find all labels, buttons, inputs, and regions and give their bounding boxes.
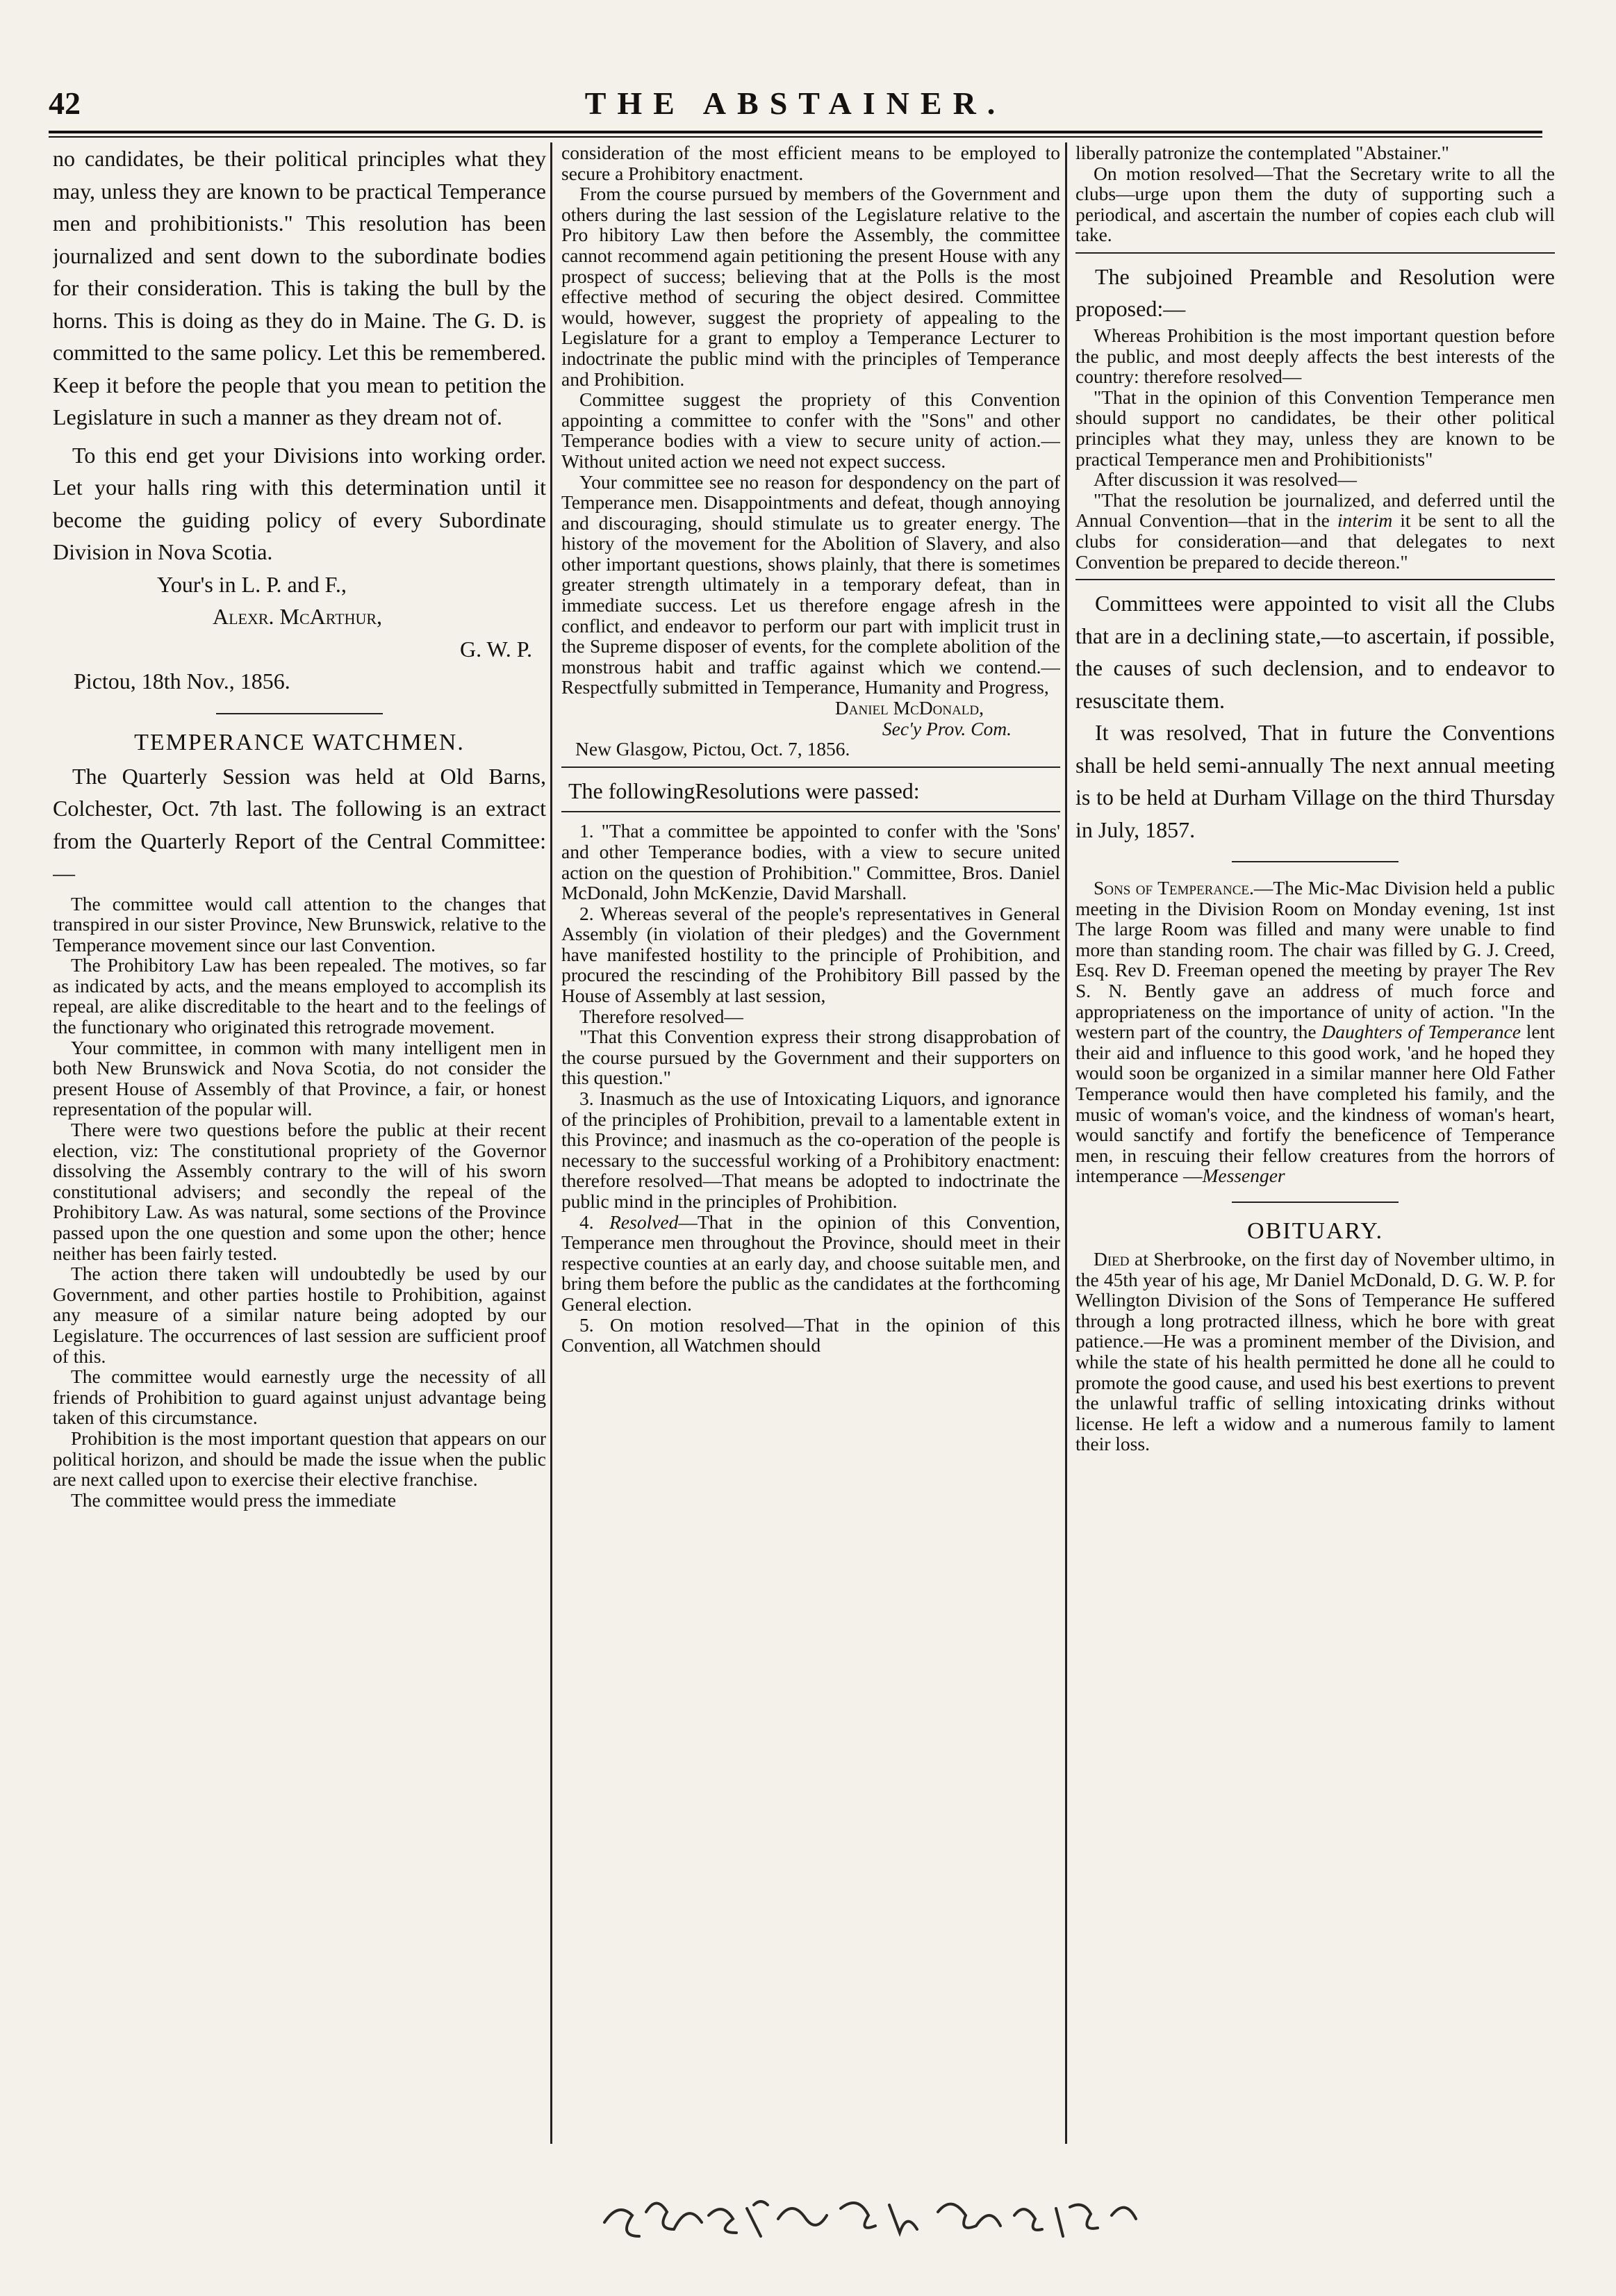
report-paragraph: The action there taken will undoubtedly be used by our Government, and other parties hostile to Prohibition, against any measure of a similar nature being adopted by our Legislature. The occurrences of last session are sufficient proof of this.	[53, 1263, 546, 1367]
text-run: lent their aid and influence to this good work, 'and he hoped they would soon be organized in a similar manner here Old Father Temperance would then have completed his family, and the music of woman's voice, and the kindness of woman's heart, would sanctify and fortify the beneficence of Temperance men, in rescuing their fellow creatures from the horrors of intemperance —	[1075, 1021, 1555, 1187]
article-paragraph: To this end get your Divisions into working order. Let your halls ring with this determination until it become the guiding policy of every Subordinate Division in Nova Scotia.	[53, 442, 546, 564]
resolution-item: Therefore resolved—	[579, 1005, 743, 1027]
report-paragraph: The committee would call attention to the changes that transpired in our sister Province, New Brunswick, relative to the Temperance movement since our last Convention.	[53, 892, 546, 956]
dateline: New Glasgow, Pictou, Oct. 7, 1856.	[575, 738, 850, 760]
report-paragraph: Committees were appointed to visit all the Clubs that are in a declining state,—to ascertain, if possible, the causes of such declension, and to endeavor to resuscitate them.	[1075, 591, 1555, 713]
report-paragraph: From the course pursued by members of the Government and others during the last session of the Legislature relative to the Pro hibitory Law then before the Assembly, the committee cannot recommend again petitioning the present House with any prospect of success; believing that at the Polls is the most effective method of securing the object desired. Committee would, however, suggest the propriety of appealing to the Legislature for a grant to employ a Temperance Lecturer to indoctrinate the public mind with the principles of Temperance and Prohibition.	[561, 183, 1060, 390]
resolution-item: 2. Whereas several of the people's representatives in General Assembly (in violation of their pledges) and the Government have manifested hostility to the principle of Prohibition, and procured the rescinding of the Prohibitory Bill passed by the House of Assembly at last session,	[561, 902, 1060, 1007]
column-divider-1	[550, 142, 552, 2144]
section-rule	[561, 766, 1060, 768]
page-number: 42	[49, 85, 81, 121]
text-run: "That the resolution be journalized, and deferred until the Annual Convention—that in the	[1075, 489, 1555, 532]
report-paragraph: There were two questions before the public at their recent election, viz: The constitutional propriety of the Governor dissolving the Assembly contrary to the will of his sworn constitutional advisers; and secondly the repeal of the Prohibitory Law. As was natural, some sections of the Province passed upon the one question and some upon the other; hence neither has been fairly tested.	[53, 1119, 546, 1264]
text-run: at Sherbrooke, on the first day of November ultimo, in the 45th year of his age, Mr Daniel McDonald, D. G. W. P. for Wellington Division of the Sons of Temperance He suffered through a long protracted illness, which he bore with great patience.—He was a prominent member of the Division, and while the state of his health permitted he done all he could to promote the good cause, and used his best exertions to prevent the unlawful traffic of selling intoxicating drinks without license. He left a widow and a numerous family to lament their loss.	[1075, 1248, 1555, 1455]
section-divider	[216, 713, 383, 714]
handwritten-annotation	[597, 2174, 1167, 2250]
report-paragraph: On motion resolved—That the Secretary write to all the clubs—urge upon them the duty of supporting such a periodical, and ascertain the number of copies each club will take.	[1075, 162, 1555, 246]
resolution-item: 1. "That a committee be appointed to confer with the 'Sons' and other Temperance bodies, with a view to secure united action on the question of Prohibition." Committee, Bros. Daniel McDonald, John McKenzie, David Marshall.	[561, 820, 1060, 904]
obituary-lead: Died	[1094, 1248, 1130, 1270]
signature-title: G. W. P.	[459, 636, 532, 662]
report-paragraph	[1075, 490, 1555, 572]
section-rule	[1075, 252, 1555, 254]
text-run: —The Mic-Mac Division held a public meeting in the Division Room on Monday evening, 1st inst The large Room was filled and many were unable to find more than standing room. The chair was filled by G. J. Creed, Esq. Rev D. Freeman opened the meeting by prayer The Rev S. N. Bently gave an address of much force and appropriateness on the importance of unity of action. "In the western part of the country, the	[1075, 877, 1555, 1043]
report-paragraph: It was resolved, That in future the Conventions shall be held semi-annually The next annual meeting is to be held at Durham Village on the third Thursday in July, 1857.	[1075, 720, 1555, 842]
resolved-label: Resolved	[609, 1211, 679, 1233]
report-paragraph: "That in the opinion of this Convention Temperance men should support no candidates, be their other political principles what they may, unless they are known to be practical Temperance men and Prohibitionists"	[1075, 386, 1555, 470]
column-divider-2	[1065, 142, 1067, 2144]
running-title: THE ABSTAINER.	[584, 85, 1007, 121]
resolution-item: 4. Resolved—That in the opinion of this Convention, Temperance men throughout the Province, should meet in their respective counties at an early day, and choose suitable men, and bring them before the public as the candidates at the forthcoming General election.	[561, 1211, 1060, 1315]
report-paragraph: Your committee, in common with many intelligent men in both New Brunswick and Nova Scotia, do not consider the present House of Assembly of that Province, a fair, or honest representation of the popular will.	[53, 1036, 546, 1120]
news-item	[1075, 878, 1555, 1186]
report-paragraph: The committee would earnestly urge the necessity of all friends of Prohibition to guard against unjust advantage being taken of this circumstance.	[53, 1366, 546, 1429]
report-paragraph: liberally patronize the contemplated "Abstainer."	[1075, 142, 1449, 163]
emphasis: Daughters of Temperance	[1321, 1021, 1521, 1043]
signature-name: Daniel McDonald,	[834, 697, 984, 719]
column-2	[561, 142, 1060, 2144]
column-1	[53, 142, 546, 2144]
resolution-item: 5. On motion resolved—That in the opinion of this Convention, all Watchmen should	[561, 1313, 1060, 1356]
section-heading: OBITUARY.	[1247, 1218, 1383, 1244]
report-paragraph: The committee would press the immediate	[71, 1489, 397, 1511]
report-paragraph: The Prohibitory Law has been repealed. The motives, so far as indicated by acts, and the means employed to accomplish its repeal, are alike discreditable to the heart and to the feelings of the functionary who originated this retrograde movement.	[53, 954, 546, 1038]
signature-closing: Your's in L. P. and F.,	[157, 571, 347, 597]
report-paragraph: Committee suggest the propriety of this Convention appointing a committee to confer with the "Sons" and other Temperance bodies with a view to secure unity of action.—Without united action we need not expect success.	[561, 388, 1060, 472]
signature-name: Alexr. McArthur,	[213, 604, 383, 629]
resolution-item: "That this Convention express their strong disapprobation of the course pursued by the Government and their supporters on this question."	[561, 1026, 1060, 1089]
report-paragraph: After discussion it was resolved—	[1094, 468, 1357, 491]
page-header	[49, 82, 1542, 131]
section-rule	[1075, 579, 1555, 580]
column-3	[1075, 142, 1555, 2144]
source: Messenger	[1202, 1165, 1285, 1187]
lead-paragraph: The Quarterly Session was held at Old Barns, Colchester, Oct. 7th last. The following is an extract from the Quarterly Report of the Central Committee:—	[53, 763, 546, 885]
resolution-text: —That in the opinion of this Convention, Temperance men throughout the Province, should meet in their respective counties at an early day, and choose suitable men, and bring them before the public as the candidates at the forthcoming General election.	[561, 1211, 1060, 1315]
obituary-text	[1075, 1249, 1555, 1454]
section-heading: TEMPERANCE WATCHMEN.	[134, 729, 465, 755]
report-paragraph: consideration of the most efficient means to be employed to secure a Prohibitory enactment.	[561, 142, 1060, 184]
header-rule-thin	[49, 136, 1542, 138]
resolution-item: 3. Inasmuch as the use of Intoxicating Liquors, and ignorance of the principles of Prohibition, prevail to a lamentable extent in this Province; and inasmuch as the co-operation of the people is necessary to the successful working of a Prohibitory enactment: therefore resolved—That means be adopted to indoctrinate the public mind in the principles of Prohibition.	[561, 1088, 1060, 1212]
emphasis: interim	[1337, 509, 1393, 532]
article-intro: no candidates, be their political principles what they may, unless they are known to be practical Temperance men and prohibitionists." This resolution has been journalized and sent down to the subordinate bodies for their consideration. This is taking the bull by the horns. This is doing as they do in Maine. The G. D. is committed to the same policy. Let this be remembered. Keep it before the people that you mean to petition the Legislature in such a manner as they dream not of.	[53, 146, 546, 429]
preamble-lead: The subjoined Preamble and Resolution were proposed:—	[1075, 263, 1555, 322]
news-lead: Sons of Temperance.	[1094, 877, 1254, 899]
signature-title: Sec'y Prov. Com.	[882, 717, 1012, 739]
resolutions-lead: The followingResolutions were passed:	[568, 778, 920, 803]
section-divider	[1232, 1202, 1399, 1203]
text-run: it be sent to all the clubs for consideration—and that delegates to next Convention be prepared to decide thereon."	[1075, 509, 1555, 573]
report-paragraph: Your committee see no reason for despondency on the part of Temperance men. Disappointments and defeat, though annoying and discouraging, should stimulate us to greater energy. The history of the movement for the Abolition of Slavery, and also other important questions, shows plainly, that there is sometimes greater strength ultimately in a temporary defeat, than in immediate success. Let us therefore engage afresh in the conflict, and endeavor to perform our part with implicit trust in the Supreme disposer of events, for the complete abolition of the monstrous habit and traffic against which we contend.—Respectfully submitted in Temperance, Humanity and Progress,	[561, 470, 1060, 698]
report-paragraph: Prohibition is the most important question that appears on our political horizon, and should be made the issue when the public are next called upon to exercise their elective franchise.	[53, 1427, 546, 1491]
header-rule	[49, 131, 1542, 133]
dateline: Pictou, 18th Nov., 1856.	[74, 669, 290, 694]
report-paragraph: Whereas Prohibition is the most important question before the public, and most deeply affects the best interests of the country: therefore resolved—	[1075, 324, 1555, 388]
section-divider	[1232, 861, 1399, 862]
section-rule	[561, 811, 1060, 812]
